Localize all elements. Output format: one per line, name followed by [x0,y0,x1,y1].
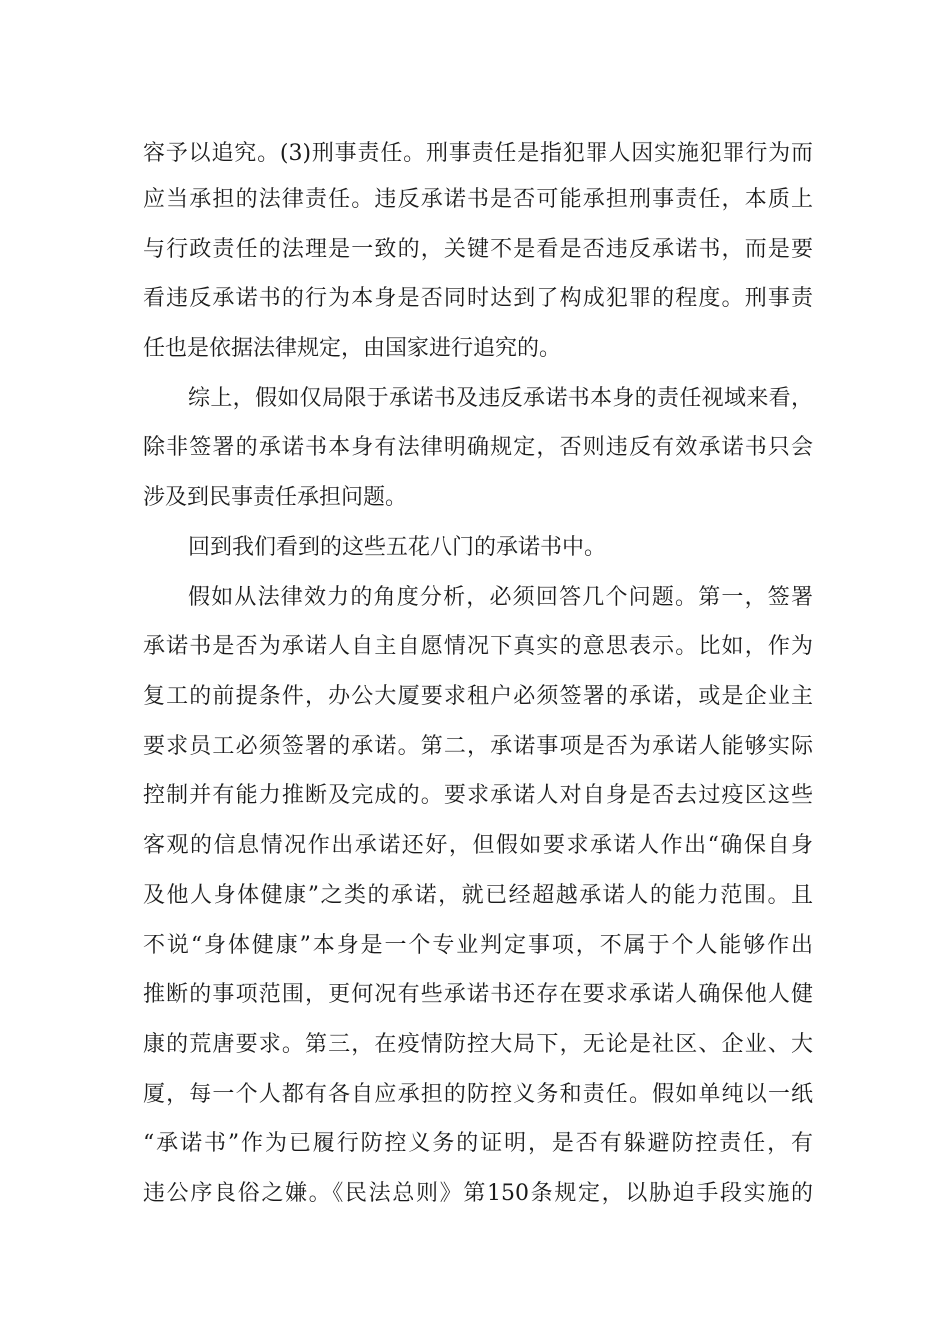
text-line: 及他人身体健康”之类的承诺，就已经超越承诺人的能力范围。且 [143,883,813,908]
text-line: 违公序良俗之嫌。《民法总则》第150条规定，以胁迫手段实施的 [143,1181,813,1206]
text-line: 康的荒唐要求。第三，在疫情防控大局下，无论是社区、企业、大 [143,1032,813,1057]
text-line: 不说“身体健康”本身是一个专业判定事项，不属于个人能够作出 [143,933,813,958]
text-line: 控制并有能力推断及完成的。要求承诺人对自身是否去过疫区这些 [143,783,813,808]
text-line: 与行政责任的法理是一致的，关键不是看是否违反承诺书，而是要 [143,237,813,262]
text-line: 要求员工必须签署的承诺。第二，承诺事项是否为承诺人能够实际 [143,734,813,759]
paragraph-first-line: 综上，假如仅局限于承诺书及违反承诺书本身的责任视域来看， [188,386,813,411]
text-line: 推断的事项范围，更何况有些承诺书还存在要求承诺人确保他人健 [143,982,813,1007]
text-line: 容予以追究。(3)刑事责任。刑事责任是指犯罪人因实施犯罪行为而 [143,141,813,166]
paragraph-first-line: 假如从法律效力的角度分析，必须回答几个问题。第一，签署 [188,585,813,610]
text-line: 承诺书是否为承诺人自主自愿情况下真实的意思表示。比如，作为 [143,634,813,659]
text-line: 看违反承诺书的行为本身是否同时达到了构成犯罪的程度。刑事责 [143,286,813,311]
text-line: 应当承担的法律责任。违反承诺书是否可能承担刑事责任，本质上 [143,187,813,212]
text-line: 客观的信息情况作出承诺还好，但假如要求承诺人作出“确保自身 [143,833,813,858]
text-line: 除非签署的承诺书本身有法律明确规定，否则违反有效承诺书只会 [143,435,813,460]
text-line: “承诺书”作为已履行防控义务的证明，是否有躲避防控责任，有 [143,1131,813,1156]
text-line: 涉及到民事责任承担问题。 [143,485,408,510]
text-line: 复工的前提条件，办公大厦要求租户必须签署的承诺，或是企业主 [143,684,813,709]
text-line: 任也是依据法律规定，由国家进行追究的。 [143,336,562,361]
text-line: 厦，每一个人都有各自应承担的防控义务和责任。假如单纯以一纸 [143,1082,813,1107]
paragraph-first-line: 回到我们看到的这些五花八门的承诺书中。 [188,535,607,560]
